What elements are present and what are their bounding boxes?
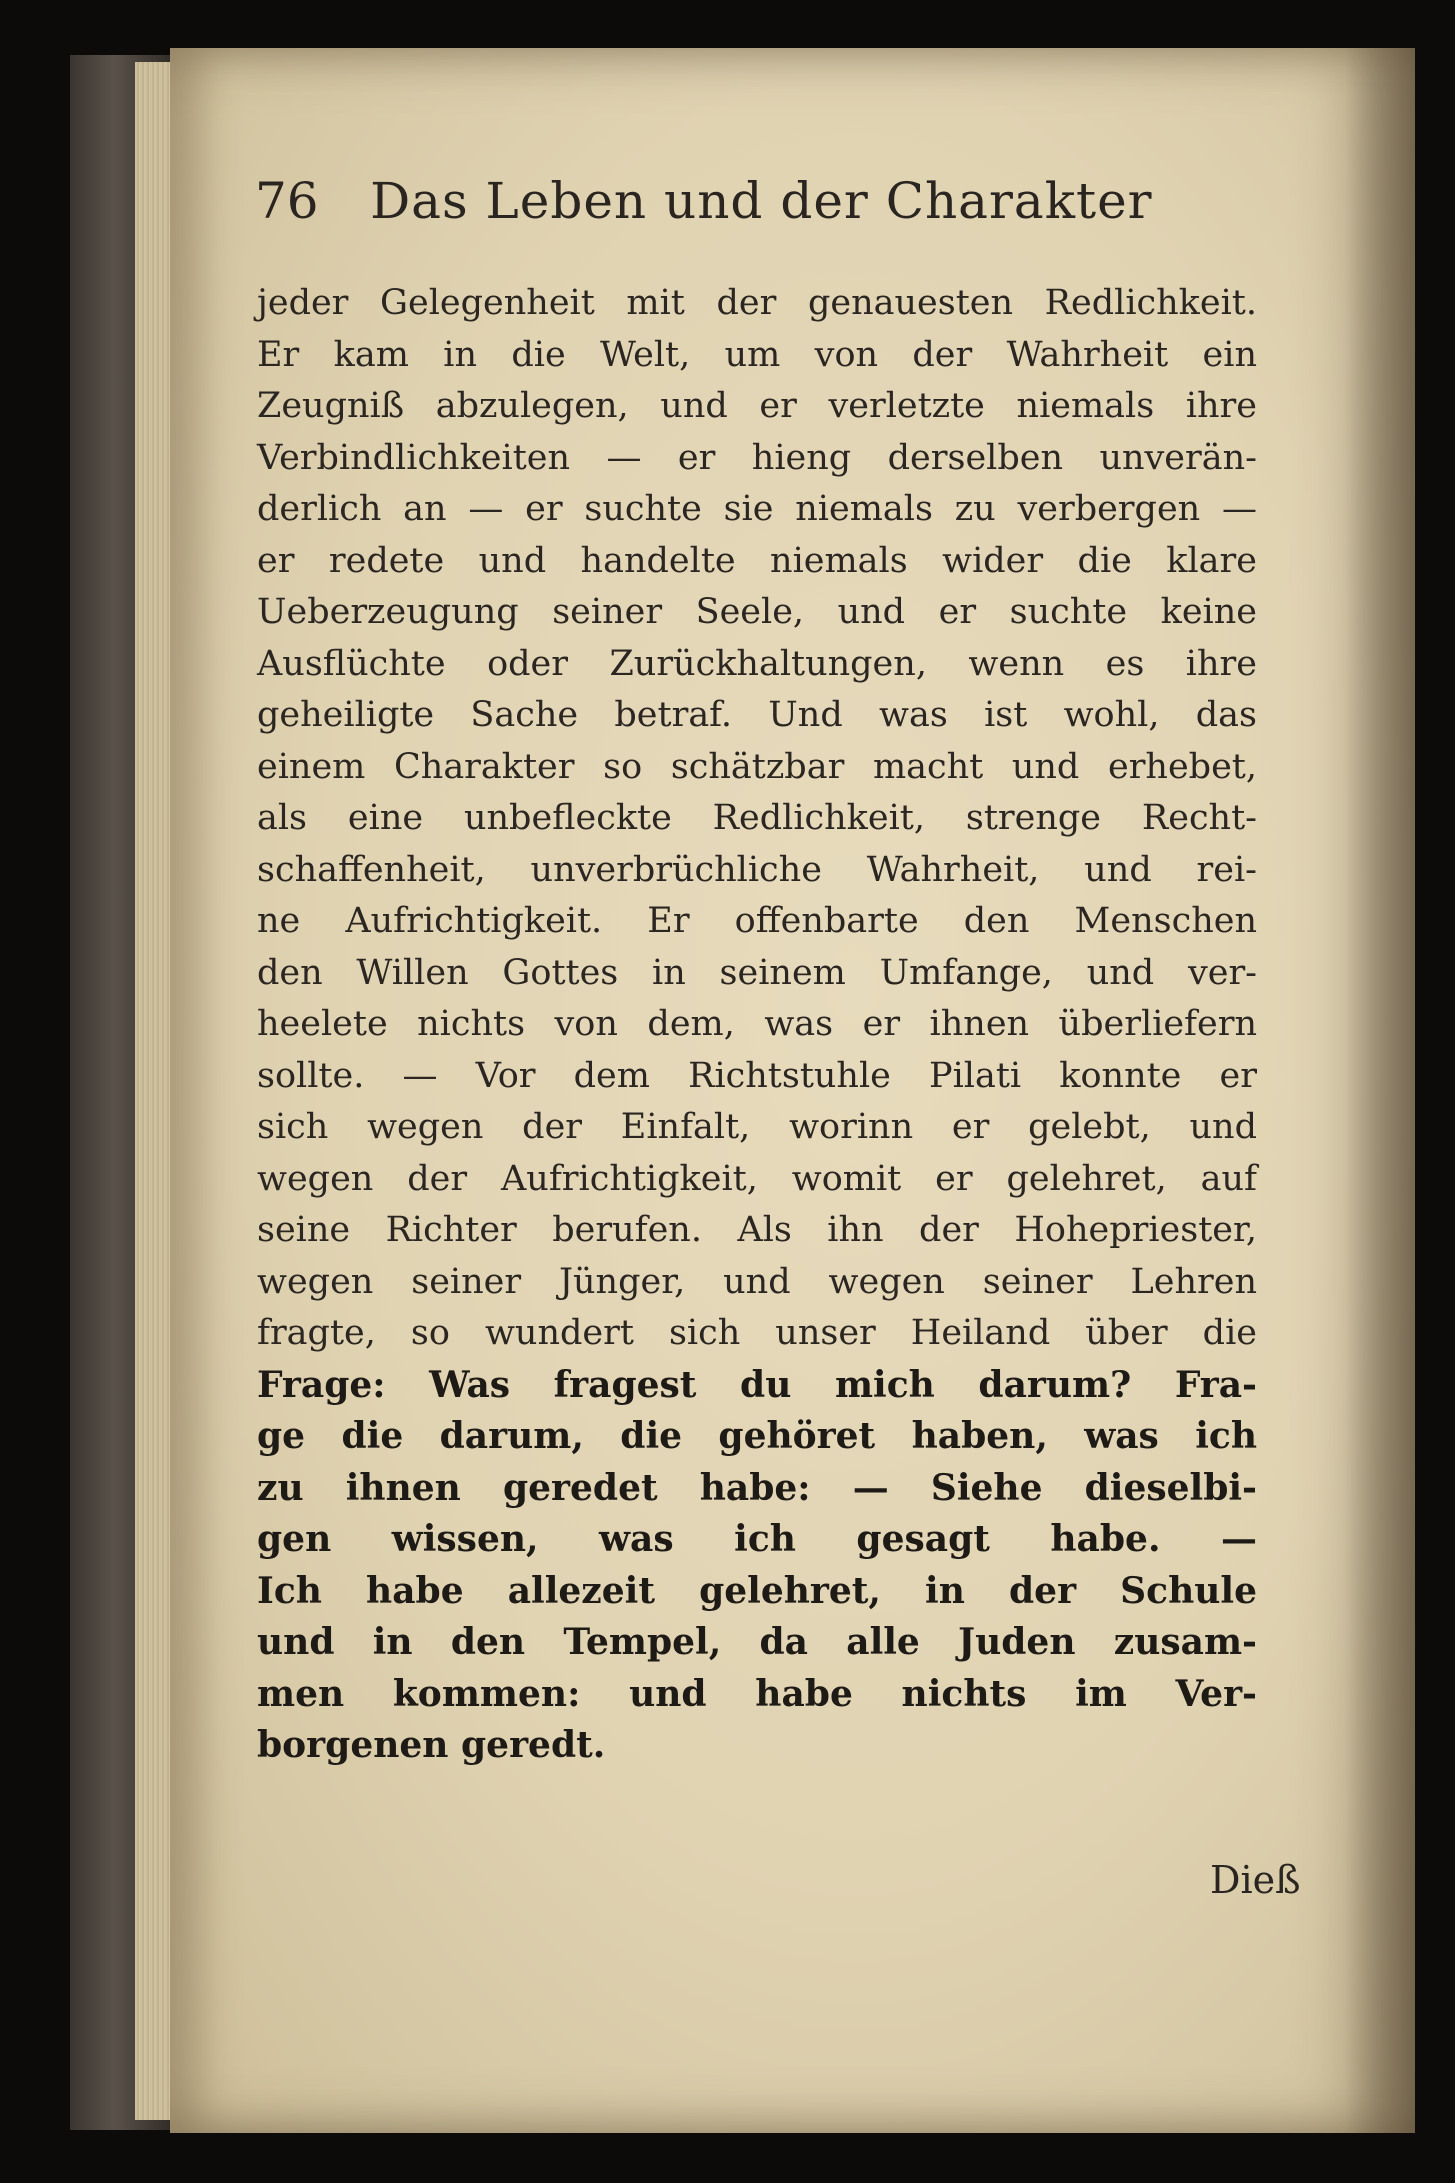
text-line-quote: borgenen geredt. [257, 1724, 606, 1766]
text-line: wegen der Aufrichtigkeit, womit er gelehret, auf [257, 1158, 1257, 1199]
body-text [257, 278, 1257, 1772]
text-line: er redete und handelte niemals wider die klare [257, 540, 1257, 581]
text-line: als eine unbefleckte Redlichkeit, strenge Recht- [257, 798, 1257, 838]
text-line: Ausflüchte oder Zurückhaltungen, wenn es ihre [257, 643, 1257, 684]
text-line-quote: und in den Tempel, da alle Juden zusam- [257, 1621, 1257, 1663]
text-line-quote: men kommen: und habe nichts im Ver- [257, 1672, 1257, 1715]
text-line: den Willen Gottes in seinem Umfange, und ver- [257, 952, 1257, 993]
running-head: Das Leben und der Charakter [370, 172, 1153, 230]
text-line: sich wegen der Einfalt, worinn er gelebt, und [257, 1107, 1257, 1147]
text-line-quote: Ich habe allezeit gelehret, in der Schule [257, 1569, 1257, 1612]
text-line: sollte. — Vor dem Richtstuhle Pilati konnte er [257, 1055, 1257, 1096]
text-line: schaffenheit, unverbrüchliche Wahrheit, und rei- [257, 849, 1257, 890]
text-line-quote: Frage: Was fragest du mich darum? Fra- [257, 1363, 1257, 1406]
text-line-quote: zu ihnen geredet habe: — Siehe dieselbi- [257, 1466, 1257, 1509]
text-line: einem Charakter so schätzbar macht und erhebet, [257, 746, 1257, 787]
text-line: Zeugniß abzulegen, und er verletzte niemals ihre [257, 386, 1257, 426]
text-line: geheiligte Sache betraf. Und was ist wohl, das [257, 695, 1257, 735]
text-line: heelete nichts von dem, was er ihnen überliefern [257, 1004, 1257, 1044]
text-line-quote: gen wissen, was ich gesagt habe. — [257, 1518, 1257, 1560]
text-line: jeder Gelegenheit mit der genauesten Redlichkeit. [257, 283, 1257, 323]
text-line: Ueberzeugung seiner Seele, und er suchte keine [257, 592, 1257, 632]
binding-gutter [1345, 48, 1415, 2133]
text-line: derlich an — er suchte sie niemals zu verbergen — [257, 489, 1257, 529]
text-line: Er kam in die Welt, um von der Wahrheit ein [257, 334, 1257, 375]
text-line: Verbindlichkeiten — er hieng derselben unverän- [257, 437, 1257, 478]
page-number: 76 [255, 172, 319, 230]
text-line: fragte, so wundert sich unser Heiland über die [257, 1313, 1257, 1353]
text-line: wegen seiner Jünger, und wegen seiner Lehren [257, 1261, 1257, 1302]
text-line-quote: ge die darum, die gehöret haben, was ich [257, 1415, 1257, 1457]
text-line: ne Aufrichtigkeit. Er offenbarte den Menschen [257, 901, 1257, 941]
page-header [255, 172, 1255, 230]
catchword: Dieß [1210, 1858, 1301, 1902]
text-line: seine Richter berufen. Als ihn der Hohepriester, [257, 1210, 1257, 1250]
